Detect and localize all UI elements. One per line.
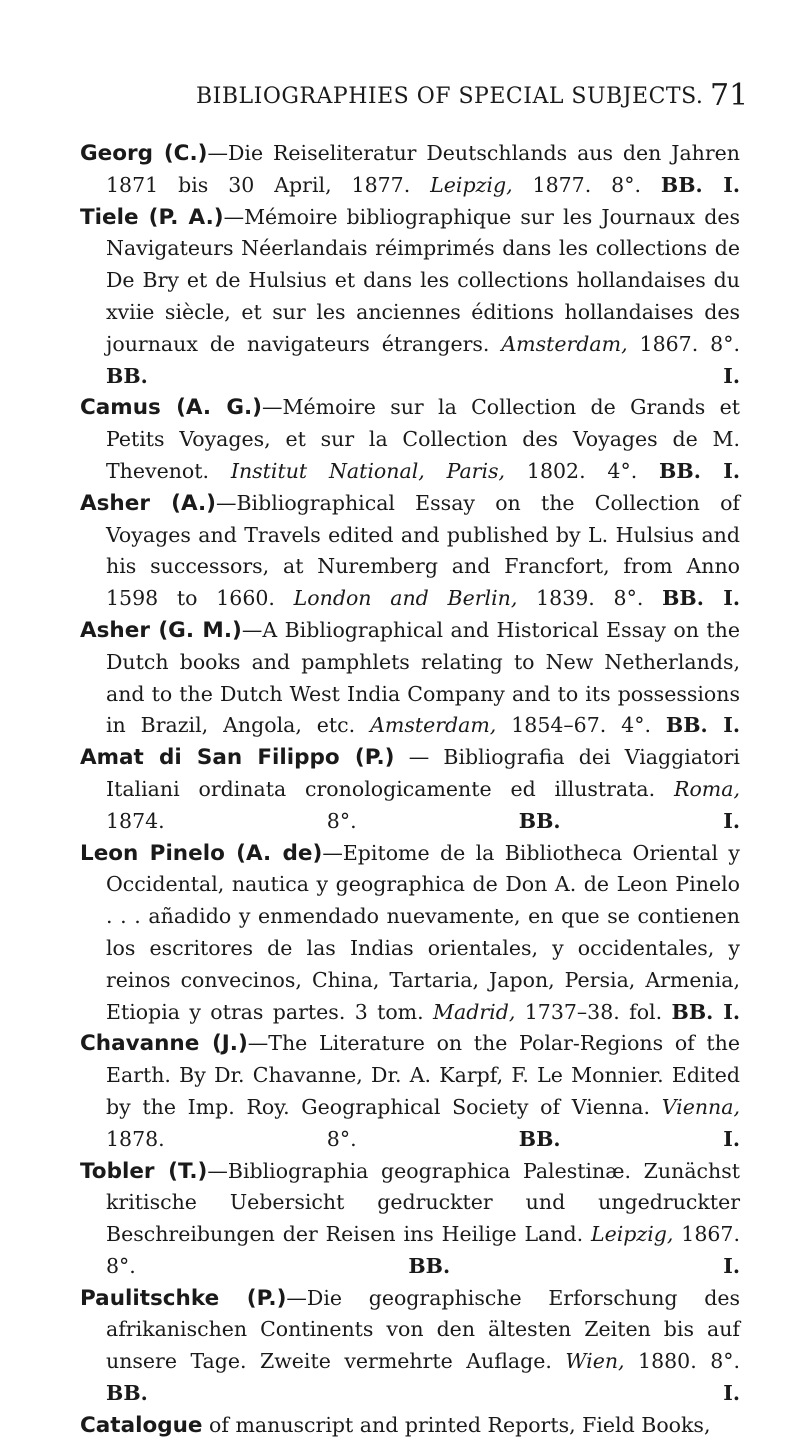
entry-imprint: London and Berlin,: [293, 586, 518, 611]
entry-text: —Bibliographia geographica Palestinæ. Zunächst kritische Uebersicht gedruckter und ungedruckter Beschreibungen der Reisen ins Heilige Land.: [106, 1158, 740, 1247]
entry-shelfmark: BB. I.: [662, 586, 740, 611]
entry-details: 1877. 8°.: [532, 172, 641, 197]
entry-imprint: Madrid,: [433, 999, 516, 1024]
entry-author: Tobler (T.): [80, 1158, 208, 1184]
bibliography-entry-georg: [80, 138, 740, 202]
entry-details: 1880. 8°.: [638, 1349, 740, 1374]
entry-details: 1839. 8°.: [536, 586, 644, 611]
entry-shelfmark: BB. I.: [518, 1126, 741, 1151]
entry-imprint: Vienna,: [661, 1094, 740, 1119]
entry-shelfmark: BB. I.: [106, 363, 740, 388]
entry-author: Paulitschke (P.): [80, 1285, 287, 1311]
bibliography-entry-tobler: [80, 1156, 740, 1283]
entry-imprint: Leipzig,: [591, 1222, 674, 1247]
running-header: [0, 80, 800, 120]
entry-shelfmark: BB. I.: [408, 1253, 740, 1278]
entry-author: Amat di San Filippo (P.): [80, 745, 395, 771]
entry-text: —Mémoire sur la Collection de Grands et Petits Voyages, et sur la Collection des Voyages de M. Thevenot.: [106, 395, 740, 483]
entry-text: — Bibliografia dei Viaggiatori Italiani ordinata cronologicamente ed illustrata.: [106, 745, 740, 801]
bibliography-entry-asher-a: [80, 488, 740, 615]
entry-author: Tiele (P. A.): [80, 204, 224, 230]
entry-imprint: Wien,: [565, 1349, 625, 1374]
entry-shelfmark: BB. I.: [660, 172, 740, 197]
bibliography-entry-catalogue: [80, 1410, 740, 1442]
entry-imprint: Amsterdam,: [370, 713, 497, 738]
bibliography-entry-chavanne: [80, 1028, 740, 1155]
entry-details: 1867. 8°.: [639, 331, 740, 356]
bibliography-entry-asher-gm: [80, 615, 740, 742]
entry-author: Georg (C.): [80, 141, 208, 166]
running-title: BIBLIOGRAPHIES OF SPECIAL SUBJECTS.: [196, 84, 704, 109]
entry-author: Camus (A. G.): [80, 395, 263, 421]
entry-text: —The Literature on the Polar-Regions of the Earth. By Dr. Chavanne, Dr. A. Karpf, F. Le Monnier. Edited by the Imp. Roy. Geographical Society of Vienna.: [106, 1031, 740, 1119]
entry-details: 1854–67. 4°.: [511, 713, 651, 738]
entry-details: 1802. 4°.: [526, 458, 638, 483]
bibliography-entry-tiele: [80, 202, 740, 393]
entry-details: 1874. 8°.: [106, 808, 357, 833]
entry-shelfmark: BB. I.: [106, 1381, 740, 1406]
entry-author: Asher (G. M.): [80, 617, 242, 643]
entry-shelfmark: BB. I.: [518, 808, 741, 833]
bibliography-entry-camus: [80, 392, 740, 487]
entry-shelfmark: BB. I.: [659, 458, 741, 483]
entry-text: —Epitome de la Bibliotheca Oriental y Occidental, nautica y geographica de Don A. de Leon Pinelo . . . añadido y enmendado nuevamente, en que se contienen los escritores de las Indias orientales, y occidentales, y reinos convecinos, China, Tartaria, Japon, Persia, Armenia, Etiopia y otras partes. 3 tom.: [106, 840, 740, 1024]
entry-author: Leon Pinelo (A. de): [80, 840, 323, 866]
bibliography-list: [80, 138, 740, 1442]
bibliography-entry-leon-pinelo: [80, 838, 740, 1029]
entry-details: 1737–38. fol.: [524, 999, 663, 1024]
entry-text: —Die Reiseliteratur Deutschlands aus den Jahren 1871 bis 30 April, 1877.: [106, 141, 741, 197]
entry-shelfmark: BB. I.: [671, 999, 740, 1024]
entry-text: —Mémoire bibliographique sur les Journaux des Navigateurs Néerlandais réimprimés dans les collections de De Bry et de Hulsius et dans les collections hollandaises du xviie siècle, et sur les anciennes éditions hollandaises des journaux de navigateurs étrangers.: [106, 204, 740, 356]
entry-imprint: Leipzig,: [430, 172, 513, 197]
bibliography-entry-paulitschke: [80, 1283, 740, 1410]
entry-text: —Die geographische Erforschung des afrikanischen Continents von den ältesten Zeiten bis auf unsere Tage. Zweite vermehrte Auflage.: [106, 1285, 740, 1374]
entry-text: —Bibliographical Essay on the Collection of Voyages and Travels edited and published by L. Hulsius and his successors, at Nuremberg and Francfort, from Anno 1598 to 1660.: [106, 490, 741, 611]
entry-imprint: Roma,: [674, 776, 740, 801]
entry-imprint: Amsterdam,: [501, 331, 628, 356]
page-number: 71: [710, 78, 749, 113]
entry-text: of manuscript and printed Reports, Field Books,: [202, 1412, 711, 1437]
bibliography-entry-amat: [80, 742, 740, 837]
entry-text: —A Bibliographical and Historical Essay on the Dutch books and pamphlets relating to New Netherlands, and to the Dutch West India Company and to its possessions in Brazil, Angola, etc.: [106, 617, 740, 738]
entry-details: 1878. 8°.: [106, 1126, 357, 1151]
entry-imprint: Institut National, Paris,: [230, 458, 506, 483]
entry-details: 1867. 8°.: [106, 1222, 740, 1278]
entry-author: Catalogue: [80, 1412, 203, 1438]
entry-author: Asher (A.): [80, 490, 216, 516]
entry-author: Chavanne (J.): [80, 1031, 248, 1057]
entry-shelfmark: BB. I.: [665, 713, 740, 738]
